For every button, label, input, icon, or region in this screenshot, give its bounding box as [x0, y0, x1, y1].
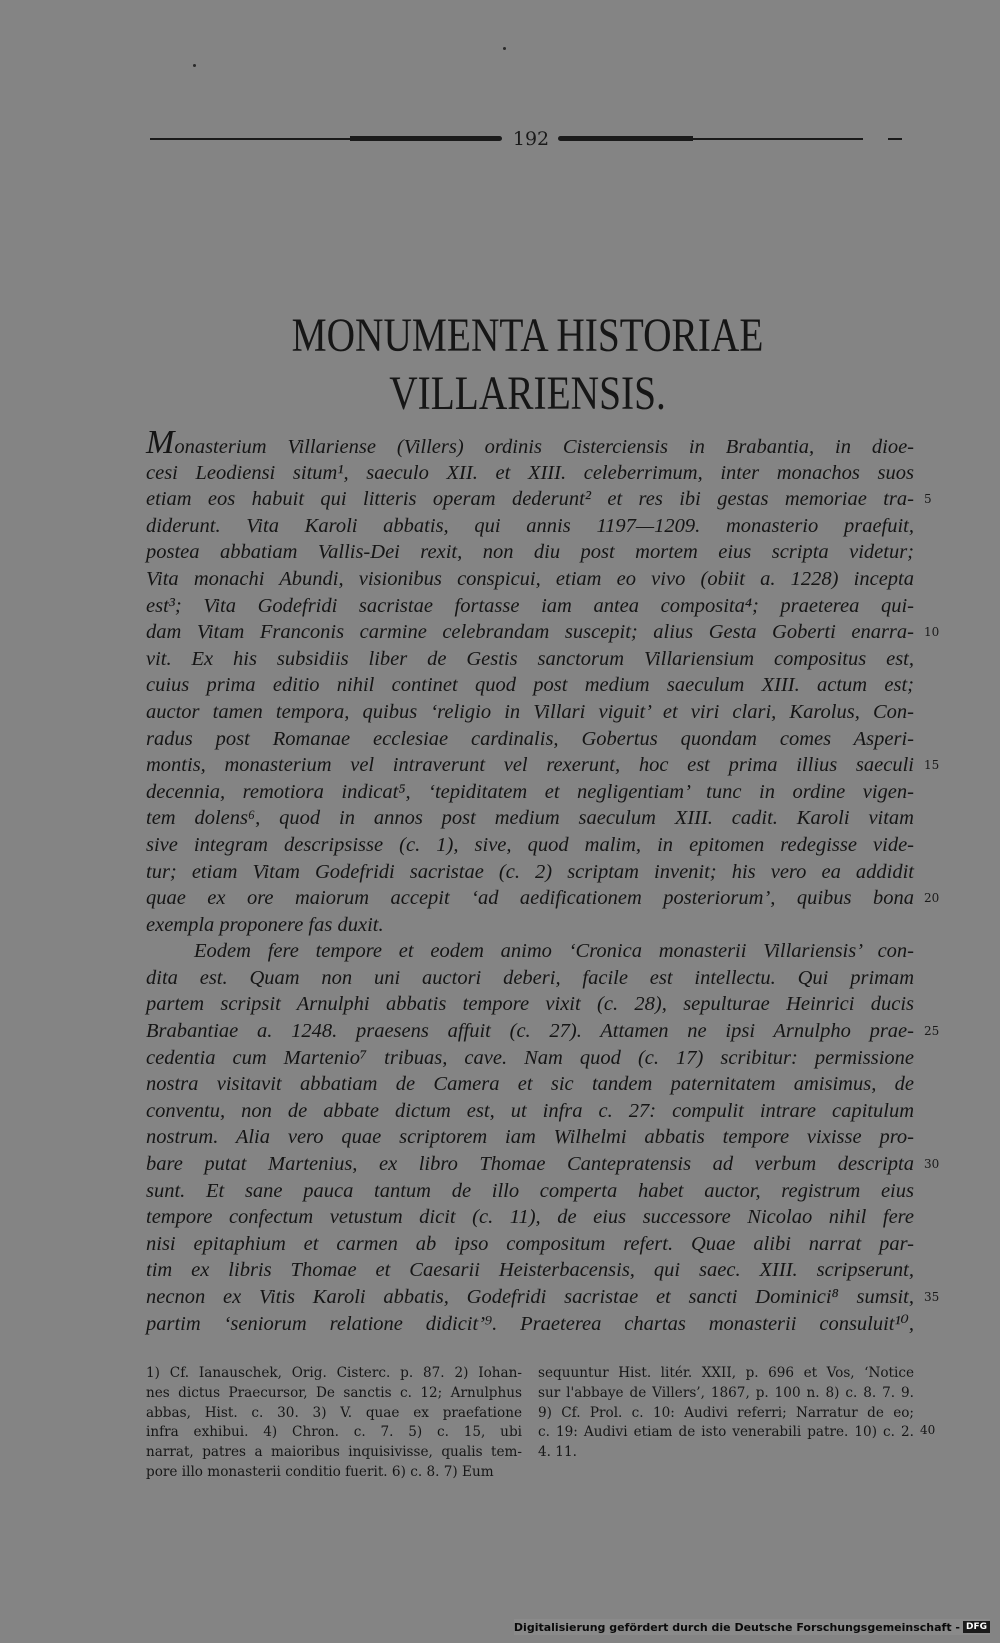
- text-line: [146, 1204, 914, 1231]
- footnote-line: nes dictus Praecursor, De sanctis c. 12; Arnulphus: [146, 1384, 522, 1401]
- line-text: Brabantiae a. 1248. praesens affuit (c. 27). Attamen ne ipsi Arnulpho prae-: [146, 1020, 914, 1043]
- header-rule-left-thick: [350, 136, 502, 141]
- line-text: exempla proponere fas duxit.: [146, 913, 384, 936]
- text-line: [146, 965, 914, 992]
- line-text: cedentia cum Martenio⁷ tribuas, cave. Nam quod (c. 17) scribitur: permissione: [146, 1046, 914, 1069]
- footnotes-right-column: [538, 1364, 914, 1463]
- footnote-line: 4. 11.: [538, 1444, 577, 1461]
- footnote-line: c. 19: Audivi etiam de isto venerabili patre. 10) c. 2.: [538, 1424, 914, 1441]
- line-text: onasterium Villariense (Villers) ordinis Cisterciensis in Brabantia, in dioe-: [174, 436, 914, 458]
- footnote-margin-number: 40: [920, 1423, 936, 1437]
- header-rule-right-thick: [558, 136, 693, 141]
- line-text: dita est. Quam non uni auctori deberi, facile est intellectu. Qui primam: [146, 966, 914, 989]
- text-line: [146, 991, 914, 1018]
- line-text: dam Vitam Franconis carmine celebrandam suscepit; alius Gesta Goberti enarra-: [146, 621, 914, 644]
- line-text: nisi epitaphium et carmen ab ipso compositum refert. Quae alibi narrat par-: [146, 1232, 914, 1255]
- line-text: auctor tamen tempora, quibus ‘religio in Villari viguit’ et viri clari, Karolus, Con-: [146, 700, 914, 723]
- line-text: quae ex ore maiorum accepit ‘ad aedificationem posteriorum’, quibus bona: [146, 887, 914, 910]
- footnote-line: sequuntur Hist. litér. XXII, p. 696 et Vos, ‘Notice: [538, 1365, 914, 1381]
- line-text: vit. Ex his subsidiis liber de Gestis sanctorum Villariensium compositus est,: [146, 647, 914, 670]
- line-text: partim ‘seniorum relatione didicit’⁹. Praeterea chartas monasterii consuluit¹⁰,: [146, 1312, 914, 1335]
- text-line: [146, 1178, 914, 1205]
- line-text: nostra visitavit abbatiam de Camera et sic tandem paternitatem amisimus, de: [146, 1073, 914, 1096]
- footnote-line: infra exhibui. 4) Chron. c. 7. 5) c. 15, ubi: [146, 1424, 522, 1441]
- text-line: [146, 832, 914, 859]
- text-line: [146, 460, 914, 487]
- dfg-logo: DFG: [963, 1621, 990, 1633]
- line-text: cesi Leodiensi situm¹, saeculo XII. et XIII. celeberrimum, inter monachos suos: [146, 461, 914, 484]
- document-title-line-1: MONUMENTA HISTORIAE: [291, 309, 764, 362]
- text-line: [146, 566, 914, 593]
- line-text: Eodem fere tempore et eodem animo ‘Cronica monasterii Villariensis’ con-: [194, 940, 914, 963]
- footnote-line: sur l'abbaye de Villers’, 1867, p. 100 n. 8) c. 8. 7. 9.: [538, 1384, 914, 1401]
- text-line: [146, 1098, 914, 1125]
- text-line: [146, 1257, 914, 1284]
- text-line: [146, 1311, 914, 1338]
- text-line: [146, 1231, 914, 1258]
- text-line: [146, 885, 940, 912]
- page-number: 192: [512, 128, 550, 150]
- text-line: [146, 486, 932, 513]
- line-number: 5: [924, 492, 932, 507]
- line-number: 25: [924, 1024, 940, 1039]
- text-line: [146, 1018, 940, 1045]
- line-number: 35: [924, 1290, 940, 1304]
- text-line: [146, 699, 914, 726]
- line-text: necnon ex Vitis Karoli abbatis, Godefridi sacristae et sancti Dominici⁸ sumsit,: [146, 1286, 914, 1308]
- footnote-line: abbas, Hist. c. 30. 3) V. quae ex praefatione: [146, 1404, 522, 1421]
- text-line: [146, 912, 914, 939]
- line-text: tem dolens⁶, quod in annos post medium saeculum XIII. cadit. Karoli vitam: [146, 807, 914, 830]
- line-text: tim ex libris Thomae et Caesarii Heisterbacensis, qui saec. XIII. scripserunt,: [146, 1259, 914, 1282]
- text-line: [146, 593, 914, 620]
- scan-speck: [503, 47, 506, 50]
- header-rule-right: [693, 138, 863, 140]
- text-line: [146, 619, 940, 646]
- text-line: [146, 805, 914, 832]
- text-line: [146, 672, 914, 699]
- line-text: partem scripsit Arnulphi abbatis tempore vixit (c. 28), sepulturae Heinrici ducis: [146, 993, 914, 1016]
- footnote-line: 1) Cf. Ianauschek, Orig. Cisterc. p. 87. 2) Iohan-: [146, 1365, 522, 1381]
- line-text: etiam eos habuit qui litteris operam dederunt² et res ibi gestas memoriae tra-: [146, 488, 914, 511]
- footnotes-left-column: [146, 1364, 522, 1483]
- text-line: [146, 752, 940, 779]
- line-number: 30: [924, 1157, 940, 1172]
- footnote-line: 9) Cf. Prol. c. 10: Audivi referri; Narratur de eo;: [538, 1404, 914, 1421]
- line-text: Vita monachi Abundi, visionibus conspicui, etiam eo vivo (obiit a. 1228) incepta: [146, 567, 914, 590]
- line-text: bare putat Martenius, ex libro Thomae Cantepratensis ad verbum descripta: [146, 1153, 914, 1176]
- header-rule-dash: [888, 138, 902, 140]
- drop-cap: M: [146, 424, 175, 461]
- footnote-line: narrat, patres a maioribus inquisivisse, qualis tem-: [146, 1444, 522, 1461]
- scan-speck: [193, 64, 196, 67]
- text-line: [146, 726, 914, 753]
- line-text: decennia, remotiora indicat⁵, ‘tepiditatem et negligentiam’ tunc in ordine vigen-: [146, 780, 914, 803]
- document-title-line-2: VILLARIENSIS.: [389, 367, 666, 420]
- text-line: [146, 1045, 914, 1072]
- text-line: [146, 424, 914, 461]
- line-text: cuius prima editio nihil continet quod post medium saeculum XIII. actum est;: [146, 674, 914, 697]
- line-number: 20: [924, 891, 940, 906]
- footnote-line: pore illo monasterii conditio fuerit. 6) c. 8. 7) Eum: [146, 1463, 494, 1480]
- text-line: [146, 1071, 914, 1098]
- header-rule-left: [150, 138, 350, 140]
- line-text: postea abbatiam Vallis-Dei rexit, non diu post mortem eius scripta videtur;: [146, 541, 914, 564]
- text-line: [146, 539, 914, 566]
- text-line: [146, 1284, 940, 1311]
- line-number: 10: [924, 625, 940, 640]
- line-text: sunt. Et sane pauca tantum de illo comperta habet auctor, registrum eius: [146, 1179, 914, 1202]
- line-text: sive integram descripsisse (c. 1), sive, quod malim, in epitomen redegisse vide-: [146, 833, 914, 856]
- line-number: 15: [924, 758, 940, 773]
- text-line: [146, 1151, 940, 1178]
- line-text: radus post Romanae ecclesiae cardinalis, Gobertus quondam comes Asperi-: [146, 727, 914, 750]
- line-text: montis, monasterium vel intraverunt vel rexerunt, hoc est prima illius saeculi: [146, 754, 914, 777]
- line-text: est³; Vita Godefridi sacristae fortasse iam antea composita⁴; praeterea qui-: [146, 594, 914, 617]
- credit-text: Digitalisierung gefördert durch die Deutsche Forschungsgemeinschaft -: [513, 1620, 960, 1634]
- text-line: [146, 859, 914, 886]
- body-text: [146, 424, 940, 1337]
- text-line: [146, 646, 914, 673]
- line-text: conventu, non de abbate dictum est, ut infra c. 27: compulit intrare capitulum: [146, 1099, 914, 1122]
- line-text: diderunt. Vita Karoli abbatis, qui annis 1197—1209. monasterio praefuit,: [146, 514, 914, 537]
- text-line: [146, 779, 914, 806]
- text-line: [146, 938, 914, 965]
- digitization-credit: [514, 1619, 990, 1635]
- text-line: [146, 513, 914, 540]
- page-header: [150, 128, 905, 150]
- line-text: nostrum. Alia vero quae scriptorem iam Wilhelmi abbatis tempore vixisse pro-: [146, 1126, 914, 1149]
- line-text: tempore confectum vetustum dicit (c. 11), de eius successore Nicolao nihil fere: [146, 1206, 914, 1229]
- line-text: tur; etiam Vitam Godefridi sacristae (c. 2) scriptam invenit; his vero ea addidit: [146, 860, 914, 883]
- text-line: [146, 1124, 914, 1151]
